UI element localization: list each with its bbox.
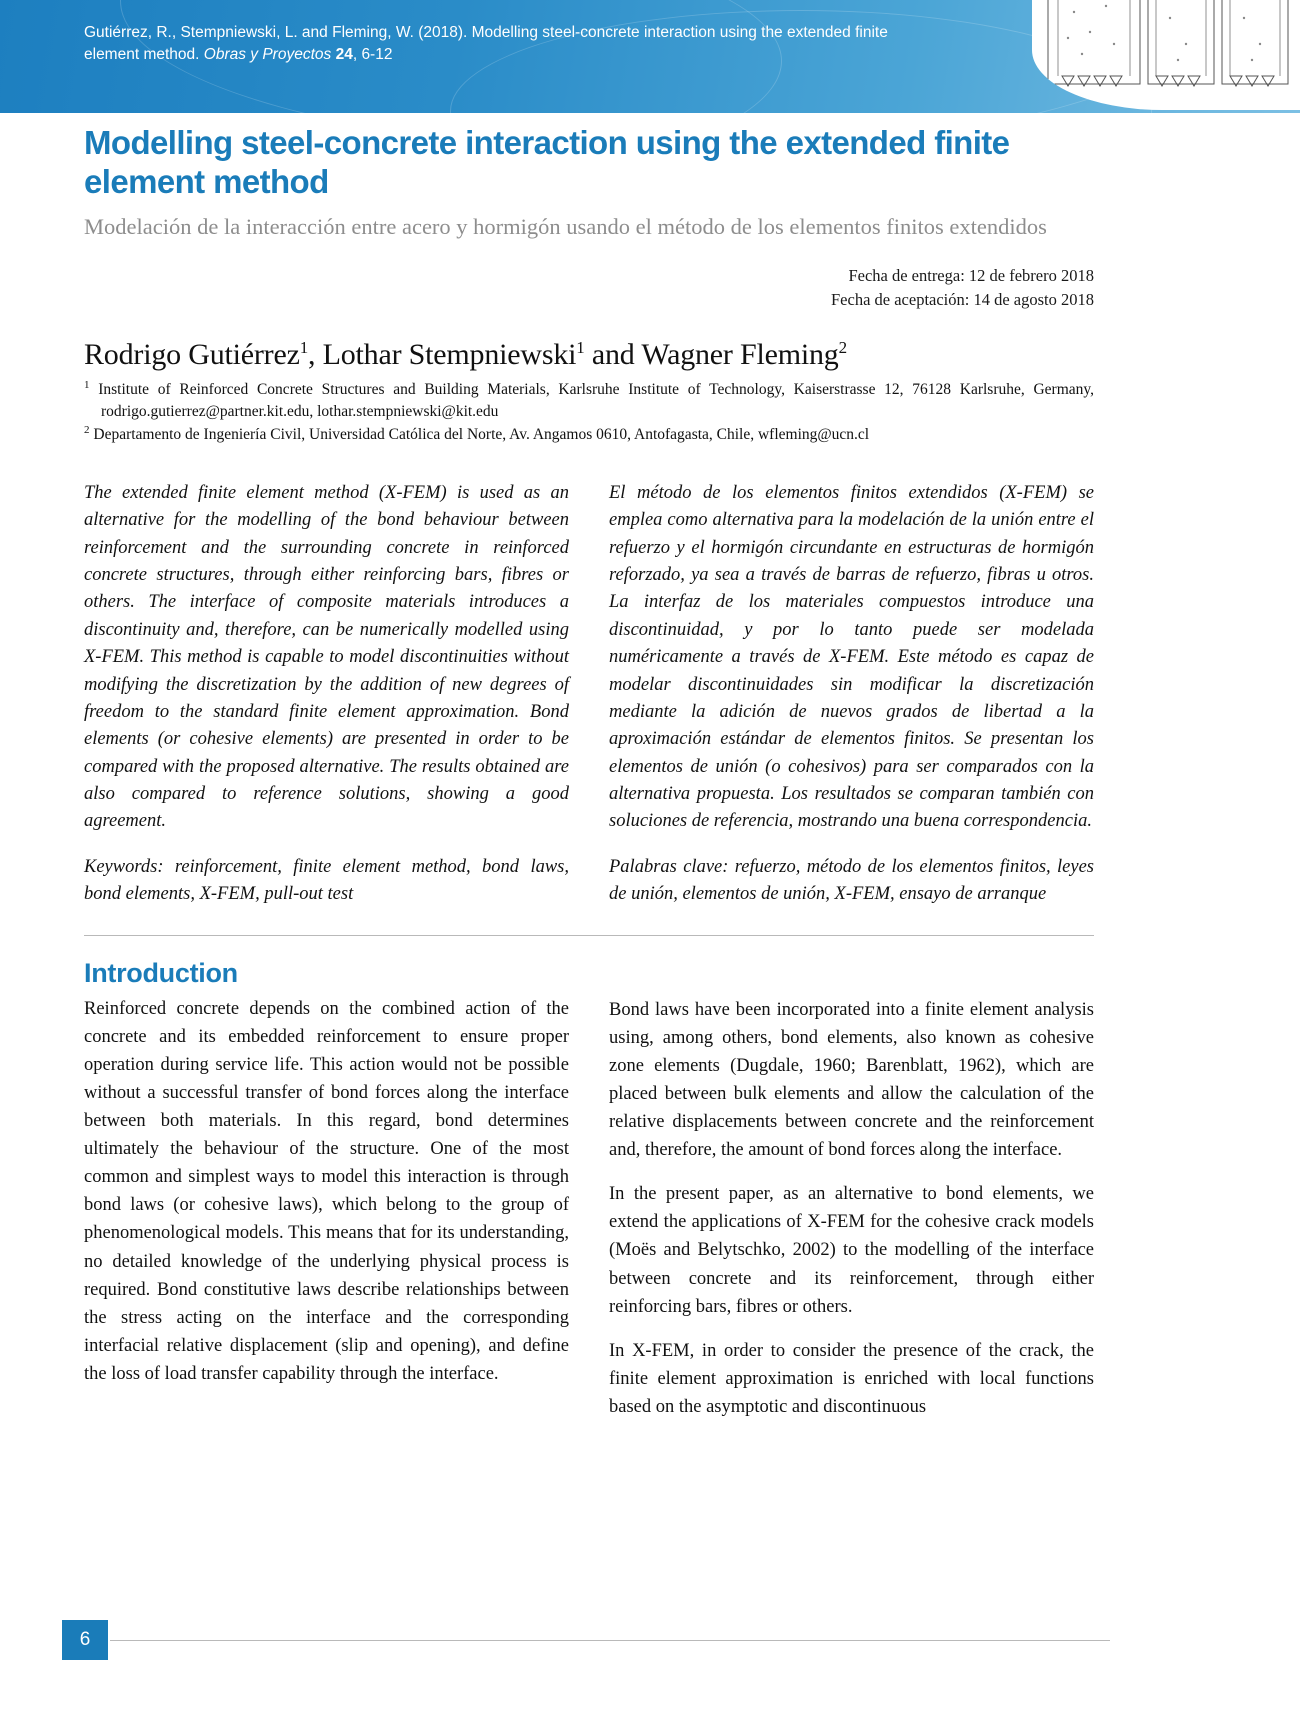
author-1: Rodrigo Gutiérrez xyxy=(84,337,300,371)
citation-pages: , 6-12 xyxy=(352,46,393,64)
running-citation xyxy=(84,22,914,67)
section-heading-introduction: Introduction xyxy=(84,957,238,988)
affiliation-2 xyxy=(84,423,1094,446)
body-columns xyxy=(84,958,1094,1422)
body-column-left xyxy=(84,958,569,1422)
citation-journal: Obras y Proyectos xyxy=(203,46,332,64)
author-3: and Wagner Fleming xyxy=(584,337,839,371)
affiliations xyxy=(84,378,1094,446)
thumbnail-drawing xyxy=(1044,0,1294,104)
horizontal-divider xyxy=(84,935,1094,936)
abstract-en-text: The extended finite element method (X-FEM) is used as an alternative for the modelling of the bond behaviour between reinforcement and the surrounding concrete in reinforced concrete structures, through either reinforcing bars, fibres or others. The interface of composite materials introduces a discontinuity and, therefore, can be numerically modelled using X-FEM. This method is capable to model discontinuities without modifying the discretization by the addition of new degrees of freedom to the standard finite element approximation. Bond elements (or cohesive elements) are presented in order to be compared with the proposed alternative. The results obtained are also compared to reference solutions, showing a good agreement. xyxy=(84,482,569,832)
body-column-right xyxy=(609,958,1094,1422)
citation-volume: 24 xyxy=(331,46,353,64)
date-accepted: Fecha de aceptación: 14 de agosto 2018 xyxy=(831,289,1094,309)
affiliation-2-text: Departamento de Ingeniería Civil, Universidad Católica del Norte, Av. Angamos 0610, Antofagasta, Chile, wfleming@ucn.cl xyxy=(93,425,870,443)
abstract-es-keywords: Palabras clave: refuerzo, método de los elementos finitos, leyes de unión, elementos de unión, X-FEM, ensayo de arranque xyxy=(609,856,1094,905)
submission-dates xyxy=(84,264,1094,312)
header-band xyxy=(0,0,1300,113)
footer-divider xyxy=(110,1640,1110,1641)
date-received: Fecha de entrega: 12 de febrero 2018 xyxy=(848,265,1094,285)
spanish-subtitle: Modelación de la interacción entre acero y hormigón usando el método de los elementos finitos extendidos xyxy=(84,213,1047,239)
author-2: , Lothar Stempniewski xyxy=(308,337,577,371)
thumbnail-svg xyxy=(1044,0,1294,104)
author-3-affil-marker: 2 xyxy=(838,337,847,357)
paragraph: Bond laws have been incorporated into a finite element analysis using, among others, bond elements, also known as cohesive zone elements (Dugdale, 1960; Barenblatt, 1962), which are placed between bulk elements and allow the calculation of the relative displacements between concrete and the reinforcement and, therefore, the amount of bond forces along the interface. xyxy=(609,999,1094,1161)
column-spacer xyxy=(609,958,1094,996)
abstract-spanish xyxy=(609,480,1094,909)
paragraph: In the present paper, as an alternative to bond elements, we extend the applications of X-FEM for the cohesive crack models (Moës and Belytschko, 2002) to the modelling of the interface between concrete and its reinforcement, through either reinforcing bars, fibres or others. xyxy=(609,1184,1094,1317)
author-list xyxy=(84,338,1094,372)
author-2-affil-marker: 1 xyxy=(576,337,585,357)
citation-prefix: Gutiérrez, R., Stempniewski, L. and Fleming, W. (2018). Modelling steel-concrete interaction using the extended finite element method. xyxy=(84,24,888,64)
abstract-block xyxy=(84,480,1094,909)
paragraph: Reinforced concrete depends on the combined action of the concrete and its embedded reinforcement to ensure proper operation during service life. This action would not be possible without a successful transfer of bond forces along the interface between both materials. In this regard, bond determines ultimately the behaviour of the structure. One of the most common and simplest ways to model this interaction is through bond laws (or cohesive laws), which belong to the group of phenomenological models. This means that for its understanding, no detailed knowledge of the underlying physical process is required. Bond constitutive laws describe relationships between the stress acting on the interface and the corresponding interfacial relative displacement (slip and opening), and define the loss of load transfer capability through the interface. xyxy=(84,998,569,1384)
abstract-es-text: El método de los elementos finitos extendidos (X-FEM) se emplea como alternativa para la modelación de la unión entre el refuerzo y el hormigón circundante en estructuras de hormigón reforzado, ya sea a través de barras de refuerzo, fibras u otros. La interfaz de los materiales compuestos introduce una discontinuidad, y por lo tanto puede ser modelada numéricamente a través de X-FEM. Este método es capaz de modelar discontinuidades sin modificar la discretización mediante la adición de nuevos grados de libertad a la aproximación estándar de elementos finitos. Se presentan los elementos de unión (o cohesivos) para ser comparados con la alternativa propuesta. Los resultados se comparan también con soluciones de referencia, mostrando una buena correspondencia. xyxy=(609,482,1094,832)
paragraph: In X-FEM, in order to consider the presence of the crack, the finite element approximation is enriched with local functions based on the asymptotic and discontinuous xyxy=(609,1340,1094,1417)
page-number: 6 xyxy=(62,1620,108,1660)
header-thumbnail-figure xyxy=(1032,0,1300,110)
abstract-english xyxy=(84,480,569,909)
author-1-affil-marker: 1 xyxy=(299,337,309,357)
abstract-en-keywords: Keywords: reinforcement, finite element method, bond laws, bond elements, X-FEM, pull-out test xyxy=(84,856,569,905)
page-title: Modelling steel-concrete interaction using the extended finite element method xyxy=(84,124,1010,200)
affiliation-1-text: Institute of Reinforced Concrete Structures and Building Materials, Karlsruhe Institute of Technology, Kaiserstrasse 12, 76128 Karlsruhe, Germany, rodrigo.gutierrez@partner.kit.edu, lothar.stempniewski@kit.edu xyxy=(98,380,1095,420)
affiliation-2-marker: 2 xyxy=(84,423,90,436)
page-footer xyxy=(0,1620,1300,1670)
article-content xyxy=(84,124,1094,1421)
affiliation-1 xyxy=(84,378,1094,423)
affiliation-1-marker: 1 xyxy=(84,378,90,391)
